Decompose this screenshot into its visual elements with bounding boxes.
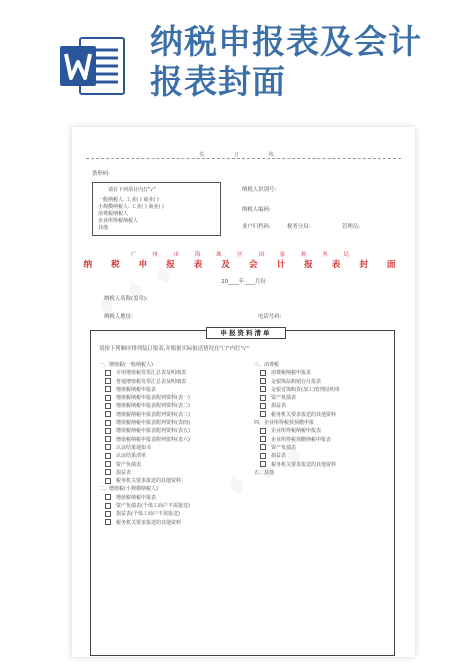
- checklist-item-label: 税务机关要求报送的其他资料: [271, 411, 337, 418]
- checklist-item-label: 增值税纳税申报表: [116, 494, 157, 501]
- taxpayer-type-box: [92, 182, 221, 236]
- checklist-title: 申报资料清单: [206, 327, 286, 339]
- checklist-item-label: 认证结果清单: [116, 453, 147, 460]
- seal-label: 条形码:: [92, 171, 110, 177]
- checklist-item: [254, 394, 340, 402]
- checklist-item-label: 损益表(个体工商户不需报送): [116, 511, 180, 518]
- checklist-right-column: [254, 361, 340, 477]
- checklist-item-label: 损益表: [271, 403, 287, 410]
- document-page: [72, 127, 415, 657]
- checklist-item-label: 资产负债表(个体工商户不需报送): [116, 503, 190, 510]
- checklist-item-label: 一、增值税(一般纳税人): [99, 362, 153, 368]
- checkbox-icon: [105, 519, 111, 525]
- checkbox-icon: [260, 453, 266, 459]
- checklist-item-label: 三、消费税: [254, 362, 280, 368]
- checkbox-icon: [260, 428, 266, 434]
- checkbox-icon: [260, 386, 266, 392]
- checklist-item-label: 认证结果通知书: [116, 444, 152, 451]
- check-row: 小规模纳税人: 工业( ) 商业( ): [98, 204, 164, 210]
- period-line: 20____年____月份: [221, 279, 266, 285]
- checkbox-icon: [260, 395, 266, 401]
- checkbox-icon: [105, 370, 111, 376]
- taxpayer-name-field: 纳税人名称(盖章):: [104, 296, 148, 302]
- phone-field: 电话号码:: [258, 314, 282, 320]
- checkbox-icon: [105, 503, 111, 509]
- checklist-item: [99, 436, 190, 444]
- checkbox-icon: [260, 403, 266, 409]
- checkbox-icon: [105, 436, 111, 442]
- checklist-item: [254, 402, 340, 410]
- checklist-item: [254, 444, 340, 452]
- checklist-item-label: 税务机关要求报送的其他资料: [116, 519, 182, 526]
- checkbox-icon: [105, 395, 111, 401]
- checkbox-icon: [105, 461, 111, 467]
- checklist-item: [254, 461, 340, 469]
- checklist-item-label: 增值税纳税申报表附列资料(表三): [116, 411, 190, 418]
- checklist-item: [99, 369, 190, 377]
- banner-title-line2: 报表封面: [150, 62, 286, 101]
- checklist-item: [254, 427, 340, 435]
- tax-branch-field: 税务分局:: [287, 224, 311, 230]
- checklist-section-heading: [254, 419, 340, 427]
- taxpayer-address-field: 纳税人地址:: [104, 314, 133, 320]
- checklist-item: [254, 411, 340, 419]
- check-row: 一般纳税人: 工业( ) 商业( ): [98, 197, 159, 203]
- tax-bureau-name: 广 州 市 海 珠 区 国 家 税 务 局: [131, 252, 356, 258]
- checkbox-icon: [105, 411, 111, 417]
- checkbox-icon: [105, 469, 111, 475]
- checklist-item: [99, 394, 190, 402]
- checklist-item: [99, 510, 190, 518]
- binding-line: [86, 158, 401, 159]
- checkbox-icon: [260, 411, 266, 417]
- checklist-section-heading: [254, 361, 340, 369]
- filing-checklist: [90, 330, 395, 656]
- check-row: 消费税纳税人: [98, 211, 129, 217]
- checklist-item: [99, 452, 190, 460]
- checklist-item-label: 金银饰品购销存月报表: [271, 378, 322, 385]
- checklist-left-column: [99, 361, 190, 527]
- checkbox-icon: [105, 478, 111, 484]
- checklist-instruction: 请按下列顺序排列装订报表,并根据实际报送情况在"口"内打"√": [99, 346, 249, 352]
- checklist-item-label: 普通增值税发票汇总表及明细表: [116, 378, 187, 385]
- checklist-item-label: 二、增值税(小规模纳税人): [99, 486, 158, 493]
- check-row: 其他: [98, 225, 109, 231]
- checkbox-icon: [105, 444, 111, 450]
- check-box-head: 请在下列项目内打"√": [108, 187, 156, 193]
- checklist-item-label: 增值税纳税申报表附列资料(表一): [116, 395, 190, 402]
- cover-title: 纳 税 申 报 表 及 会 计 报 表 封 面: [83, 260, 404, 270]
- checkbox-icon: [105, 494, 111, 500]
- banner-title-line1: 纳税申报表及会计: [150, 22, 422, 61]
- checkbox-icon: [260, 444, 266, 450]
- checklist-item: [99, 469, 190, 477]
- checklist-item-label: 企业所得税纳税申报表: [271, 428, 322, 435]
- checklist-item-label: 损益表: [271, 453, 287, 460]
- checkbox-icon: [260, 378, 266, 384]
- checklist-item: [99, 519, 190, 527]
- checkbox-icon: [105, 386, 111, 392]
- checklist-item-label: 专用增值税发票汇总表及明细表: [116, 370, 187, 377]
- checkbox-icon: [260, 436, 266, 442]
- checklist-item-label: 损益表: [116, 469, 132, 476]
- taxpayer-id-field: 纳税人识别号:: [242, 187, 277, 193]
- archive-code-field: 业户归档码:: [242, 224, 271, 230]
- checklist-section-heading: [99, 485, 190, 493]
- checkbox-icon: [105, 420, 111, 426]
- checklist-item: [99, 411, 190, 419]
- checkbox-icon: [105, 378, 111, 384]
- checklist-item: [99, 494, 190, 502]
- checklist-item-label: 资产负债表: [271, 444, 297, 451]
- checklist-item-label: 增值税纳税申报表附列资料(表六): [116, 436, 190, 443]
- checklist-item-label: 增值税纳税申报表附列资料(表四): [116, 420, 190, 427]
- checklist-item-label: 企业所得税预缴纳税申报表: [271, 436, 332, 443]
- checkbox-icon: [105, 453, 111, 459]
- checklist-item-label: 增值税纳税申报表附列资料(表五): [116, 428, 190, 435]
- banner: [0, 0, 474, 110]
- checklist-section-heading: [99, 361, 190, 369]
- checklist-item-label: 消费税纳税申报表: [271, 370, 312, 377]
- checklist-item: [254, 378, 340, 386]
- checklist-item: [99, 502, 190, 510]
- checklist-item-label: 资产负债表: [271, 395, 297, 402]
- checklist-item-label: 增值税纳税申报表: [116, 386, 157, 393]
- checklist-item: [254, 386, 340, 394]
- checkbox-icon: [105, 511, 111, 517]
- checklist-item-label: 资产负债表: [116, 461, 142, 468]
- checkbox-icon: [260, 461, 266, 467]
- checklist-item: [99, 427, 190, 435]
- checklist-item: [99, 444, 190, 452]
- binding-line-label: 装 订 线: [199, 152, 288, 158]
- checklist-item: [99, 477, 190, 485]
- checkbox-icon: [260, 370, 266, 376]
- checklist-item: [254, 369, 340, 377]
- checklist-item-label: 增值税纳税申报表附列资料(表二): [116, 403, 190, 410]
- admin-field: 管理员:: [342, 224, 360, 230]
- word-icon: [58, 34, 128, 98]
- checklist-item: [99, 461, 190, 469]
- checklist-item-label: 五、其他: [254, 469, 275, 476]
- checklist-item: [99, 402, 190, 410]
- checklist-item: [254, 436, 340, 444]
- checklist-item-label: 税务机关要求报送的其他资料: [116, 478, 182, 485]
- check-row: 企业所得税纳税人: [98, 218, 139, 224]
- checklist-item: [99, 386, 190, 394]
- checkbox-icon: [105, 428, 111, 434]
- checklist-item-label: 金银首饰购货(加工)管理证明单: [271, 386, 340, 393]
- checklist-item-label: 税务机关要求报送的其他资料: [271, 461, 337, 468]
- checklist-item: [99, 419, 190, 427]
- checklist-section-heading: [254, 469, 340, 477]
- taxpayer-code-field: 纳税人编码:: [242, 207, 271, 213]
- checklist-item: [254, 452, 340, 460]
- checklist-item: [99, 378, 190, 386]
- checklist-item-label: 四、企业所得税按预缴申报: [254, 420, 315, 427]
- banner-title: [150, 22, 470, 102]
- checkbox-icon: [105, 403, 111, 409]
